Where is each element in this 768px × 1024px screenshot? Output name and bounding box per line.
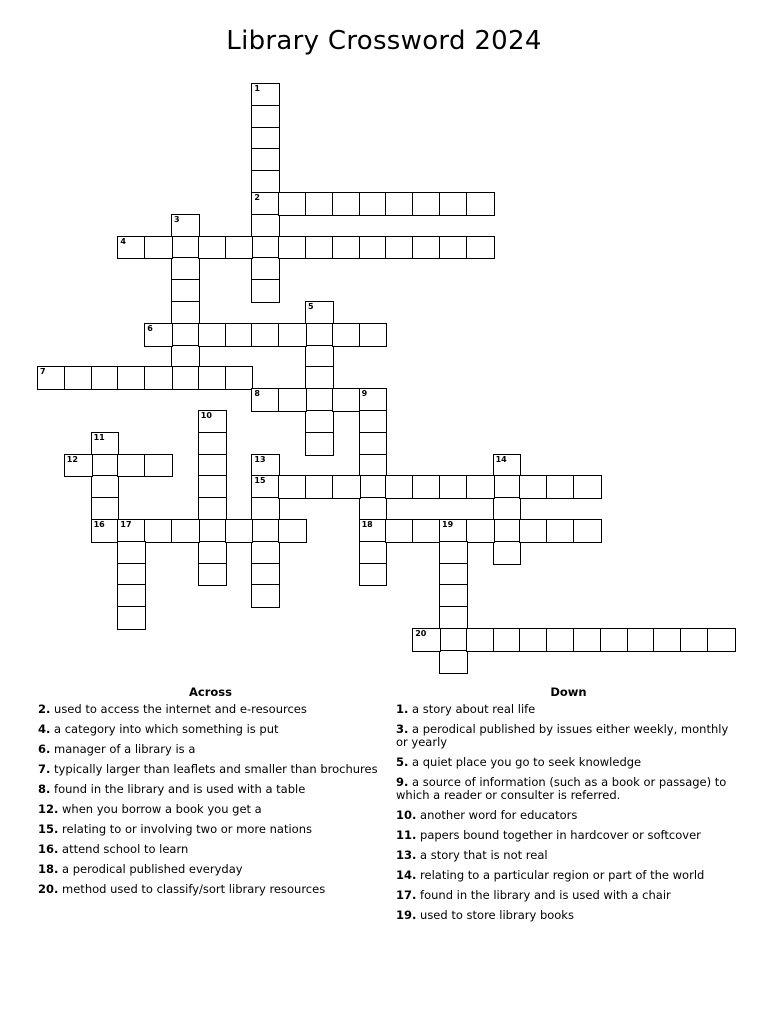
clue-item [38, 863, 383, 876]
crossword-cell[interactable] [117, 236, 146, 260]
crossword-cell[interactable] [439, 563, 468, 587]
clue-item-number: 9. [396, 775, 409, 789]
crossword-cell[interactable] [466, 519, 495, 543]
crossword-cell[interactable] [198, 236, 227, 260]
crossword-cell[interactable] [251, 192, 280, 216]
crossword-cell[interactable] [359, 432, 388, 456]
clue-item [396, 703, 741, 716]
clue-item-number: 13. [396, 848, 417, 862]
crossword-cell[interactable] [466, 236, 495, 260]
crossword-cell[interactable] [251, 584, 280, 608]
crossword-cell[interactable] [117, 366, 146, 390]
clue-item [396, 776, 741, 802]
clue-item-text: method used to classify/sort library resources [62, 882, 326, 896]
clue-number: 13 [254, 454, 266, 464]
crossword-cell[interactable] [519, 475, 548, 499]
clue-item [38, 703, 383, 716]
crossword-cell[interactable] [144, 366, 173, 390]
clue-item-number: 14. [396, 868, 417, 882]
crossword-cell[interactable] [707, 628, 736, 652]
clue-item-number: 7. [38, 762, 51, 776]
clue-item [38, 763, 383, 776]
clue-item [38, 743, 383, 756]
clue-number: 20 [415, 629, 427, 638]
crossword-cell[interactable] [251, 127, 280, 151]
crossword-cell[interactable] [91, 475, 120, 499]
crossword-cell[interactable] [359, 475, 388, 499]
crossword-cell[interactable] [91, 519, 120, 543]
crossword-cell[interactable] [225, 323, 254, 347]
clue-number: 15 [254, 476, 266, 486]
crossword-cell[interactable] [359, 563, 388, 587]
crossword-cell[interactable] [519, 628, 548, 652]
clue-item-number: 1. [396, 702, 409, 716]
clue-item-text: a perodical published by issues either weekly, monthly or yearly [396, 722, 729, 749]
clue-number: 4 [120, 236, 126, 246]
crossword-cell[interactable] [439, 541, 468, 565]
crossword-cell[interactable] [412, 519, 441, 543]
crossword-cell[interactable] [198, 497, 227, 521]
clue-number: 5 [308, 302, 314, 311]
clue-item [38, 783, 383, 796]
crossword-cell[interactable] [546, 628, 575, 652]
crossword-cell[interactable] [439, 650, 468, 674]
crossword-cell[interactable] [412, 192, 441, 216]
crossword-cell[interactable] [439, 628, 468, 652]
crossword-cell[interactable] [37, 366, 66, 390]
across-clues [38, 686, 383, 903]
crossword-cell[interactable] [278, 475, 307, 499]
crossword-cell[interactable] [251, 148, 280, 172]
clue-number: 14 [495, 454, 507, 464]
crossword-cell[interactable] [278, 323, 307, 347]
crossword-cell[interactable] [278, 388, 307, 412]
clue-number: 11 [93, 432, 105, 442]
crossword-cell[interactable] [439, 519, 468, 543]
crossword-cell[interactable] [198, 519, 227, 543]
crossword-cell[interactable] [546, 475, 575, 499]
crossword-cell[interactable] [385, 192, 414, 216]
crossword-cell[interactable] [359, 388, 388, 412]
crossword-cell[interactable] [117, 454, 146, 478]
crossword-cell[interactable] [493, 475, 522, 499]
clue-item [396, 756, 741, 769]
clue-item-text: a source of information (such as a book or passage) to which a reader or consulter is referred. [396, 775, 727, 802]
page-title: Library Crossword 2024 [226, 26, 542, 56]
crossword-cell[interactable] [439, 584, 468, 608]
crossword-cell[interactable] [439, 606, 468, 630]
clue-item-number: 11. [396, 828, 417, 842]
crossword-cell[interactable] [466, 192, 495, 216]
clue-item-number: 19. [396, 908, 417, 922]
crossword-cell[interactable] [359, 497, 388, 521]
clue-item-text: attend school to learn [62, 842, 189, 856]
crossword-cell[interactable] [171, 257, 200, 281]
clue-item-text: when you borrow a book you get a [62, 802, 262, 816]
crossword-cell[interactable] [171, 345, 200, 369]
crossword-cell[interactable] [251, 454, 280, 478]
clue-item [38, 843, 383, 856]
clue-item-text: found in the library and is used with a chair [420, 888, 671, 902]
clue-item-text: a quiet place you go to seek knowledge [412, 755, 642, 769]
crossword-cell[interactable] [117, 606, 146, 630]
clue-item [396, 849, 741, 862]
clue-number: 2 [254, 193, 260, 202]
crossword-cell[interactable] [359, 541, 388, 565]
clue-number: 9 [361, 389, 368, 399]
crossword-cell[interactable] [171, 301, 200, 325]
crossword-cell[interactable] [305, 366, 334, 390]
crossword-cell[interactable] [305, 301, 334, 325]
crossword-cell[interactable] [332, 192, 361, 216]
crossword-cell[interactable] [251, 105, 280, 129]
crossword-cell[interactable] [251, 323, 280, 347]
crossword-cell[interactable] [171, 214, 200, 238]
clue-item-text: another word for educators [420, 808, 578, 822]
clue-item-number: 20. [38, 882, 59, 896]
crossword-cell[interactable] [278, 236, 307, 260]
clue-item [396, 909, 741, 922]
clue-number: 6 [147, 323, 153, 333]
crossword-cell[interactable] [171, 366, 200, 390]
clue-item-text: manager of a library is a [54, 742, 196, 756]
crossword-cell[interactable] [600, 628, 629, 652]
crossword-cell[interactable] [251, 214, 280, 238]
crossword-cell[interactable] [519, 519, 548, 543]
crossword-cell[interactable] [332, 236, 361, 260]
crossword-cell[interactable] [573, 628, 602, 652]
clue-number: 7 [40, 367, 46, 377]
crossword-cell[interactable] [251, 497, 280, 521]
crossword-cell[interactable] [412, 236, 441, 260]
clue-number: 3 [174, 214, 180, 224]
crossword-cell[interactable] [198, 432, 227, 456]
clue-item-text: used to store library books [420, 908, 574, 922]
crossword-cell[interactable] [117, 563, 146, 587]
crossword-cell[interactable] [412, 628, 441, 652]
clue-item-text: relating to a particular region or part of the world [420, 868, 705, 882]
crossword-cell[interactable] [439, 192, 468, 216]
crossword-cell[interactable] [251, 83, 280, 107]
crossword-cell[interactable] [439, 475, 468, 499]
crossword-cell[interactable] [198, 410, 227, 434]
clue-number: 12 [66, 454, 78, 464]
across-heading: Across [189, 685, 232, 699]
clue-number: 16 [93, 520, 105, 529]
crossword-cell[interactable] [251, 236, 280, 260]
crossword-cell[interactable] [117, 519, 146, 543]
crossword-cell[interactable] [332, 388, 361, 412]
clue-item-number: 12. [38, 802, 59, 816]
clue-item-number: 15. [38, 822, 59, 836]
crossword-cell[interactable] [439, 236, 468, 260]
clue-item-number: 18. [38, 862, 59, 876]
crossword-cell[interactable] [385, 475, 414, 499]
clue-item-text: a perodical published everyday [62, 862, 243, 876]
across-clue-list [38, 703, 383, 896]
clue-item-number: 6. [38, 742, 51, 756]
crossword-cell[interactable] [144, 323, 173, 347]
crossword-cell[interactable] [305, 192, 334, 216]
crossword-cell[interactable] [332, 323, 361, 347]
crossword-cell[interactable] [198, 323, 227, 347]
crossword-cell[interactable] [225, 366, 254, 390]
crossword-cell[interactable] [144, 454, 173, 478]
crossword-cell[interactable] [493, 454, 522, 478]
crossword-cell[interactable] [117, 584, 146, 608]
crossword-cell[interactable] [251, 519, 280, 543]
clue-item [396, 869, 741, 882]
clue-number: 19 [442, 520, 454, 529]
crossword-cell[interactable] [251, 170, 280, 194]
clue-item-number: 10. [396, 808, 417, 822]
crossword-cell[interactable] [493, 541, 522, 565]
clue-item-text: papers bound together in hardcover or softcover [420, 828, 701, 842]
crossword-cell[interactable] [64, 366, 93, 390]
clue-number: 8 [254, 389, 260, 399]
crossword-cell[interactable] [144, 236, 173, 260]
crossword-cell[interactable] [305, 388, 334, 412]
crossword-cell[interactable] [493, 519, 522, 543]
crossword-cell[interactable] [117, 541, 146, 565]
crossword-cell[interactable] [359, 192, 388, 216]
crossword-cell[interactable] [305, 432, 334, 456]
crossword-cell[interactable] [466, 628, 495, 652]
crossword-cell[interactable] [653, 628, 682, 652]
crossword-cell[interactable] [385, 236, 414, 260]
crossword-cell[interactable] [573, 519, 602, 543]
crossword-cell[interactable] [171, 519, 200, 543]
clue-item-text: used to access the internet and e-resources [54, 702, 307, 716]
crossword-cell[interactable] [359, 236, 388, 260]
crossword-cell[interactable] [198, 563, 227, 587]
clue-item [38, 723, 383, 736]
clue-item-text: relating to or involving two or more nations [62, 822, 312, 836]
crossword-cell[interactable] [573, 475, 602, 499]
clue-item-number: 17. [396, 888, 417, 902]
clue-number: 18 [361, 520, 373, 529]
crossword-cell[interactable] [251, 388, 280, 412]
clue-item-number: 4. [38, 722, 51, 736]
crossword-cell[interactable] [305, 345, 334, 369]
crossword-cell[interactable] [305, 475, 334, 499]
crossword-cell[interactable] [251, 257, 280, 281]
clue-item-number: 8. [38, 782, 51, 796]
crossword-cell[interactable] [493, 628, 522, 652]
crossword-cell[interactable] [359, 519, 388, 543]
clue-item [396, 723, 741, 749]
crossword-cell[interactable] [251, 279, 280, 303]
crossword-cell[interactable] [64, 454, 93, 478]
crossword-cell[interactable] [680, 628, 709, 652]
crossword-cell[interactable] [198, 541, 227, 565]
crossword-cell[interactable] [198, 475, 227, 499]
crossword-cell[interactable] [144, 519, 173, 543]
clue-number: 1 [254, 84, 260, 93]
crossword-cell[interactable] [171, 236, 200, 260]
down-clue-list [396, 703, 741, 922]
clue-item-text: a story that is not real [420, 848, 548, 862]
crossword-cell[interactable] [493, 497, 522, 521]
clue-item [396, 889, 741, 902]
crossword-cell[interactable] [251, 563, 280, 587]
crossword-cell[interactable] [332, 475, 361, 499]
crossword-cell[interactable] [546, 519, 575, 543]
crossword-cell[interactable] [171, 323, 200, 347]
crossword-cell[interactable] [91, 454, 120, 478]
clue-number: 17 [120, 520, 132, 529]
crossword-cell[interactable] [305, 410, 334, 434]
crossword-cell[interactable] [412, 475, 441, 499]
down-heading: Down [550, 685, 587, 699]
clue-item [38, 803, 383, 816]
crossword-cell[interactable] [359, 410, 388, 434]
crossword-cell[interactable] [198, 454, 227, 478]
crossword-cell[interactable] [278, 519, 307, 543]
clue-item-number: 16. [38, 842, 59, 856]
crossword-cell[interactable] [305, 323, 334, 347]
clue-item-number: 5. [396, 755, 409, 769]
clue-item-number: 3. [396, 722, 409, 736]
crossword-cell[interactable] [91, 432, 120, 456]
clue-item [38, 823, 383, 836]
clue-item [396, 809, 741, 822]
crossword-cell[interactable] [225, 236, 254, 260]
crossword-cell[interactable] [91, 497, 120, 521]
crossword-cell[interactable] [466, 475, 495, 499]
crossword-cell[interactable] [225, 519, 254, 543]
crossword-cell[interactable] [91, 366, 120, 390]
crossword-cell[interactable] [251, 541, 280, 565]
clue-item-number: 2. [38, 702, 51, 716]
crossword-cell[interactable] [385, 519, 414, 543]
clue-number: 10 [200, 411, 212, 420]
down-clues [396, 686, 741, 929]
clue-item-text: a category into which something is put [54, 722, 279, 736]
clue-item-text: found in the library and is used with a table [54, 782, 306, 796]
clue-item-text: a story about real life [412, 702, 536, 716]
crossword-cell[interactable] [627, 628, 656, 652]
clue-item [38, 883, 383, 896]
crossword-cell[interactable] [305, 236, 334, 260]
clue-item-text: typically larger than leaflets and smaller than brochures [54, 762, 378, 776]
clue-item [396, 829, 741, 842]
crossword-cell[interactable] [359, 454, 388, 478]
crossword-cell[interactable] [278, 192, 307, 216]
crossword-cell[interactable] [171, 279, 200, 303]
crossword-cell[interactable] [251, 475, 280, 499]
crossword-cell[interactable] [198, 366, 227, 390]
crossword-cell[interactable] [359, 323, 388, 347]
